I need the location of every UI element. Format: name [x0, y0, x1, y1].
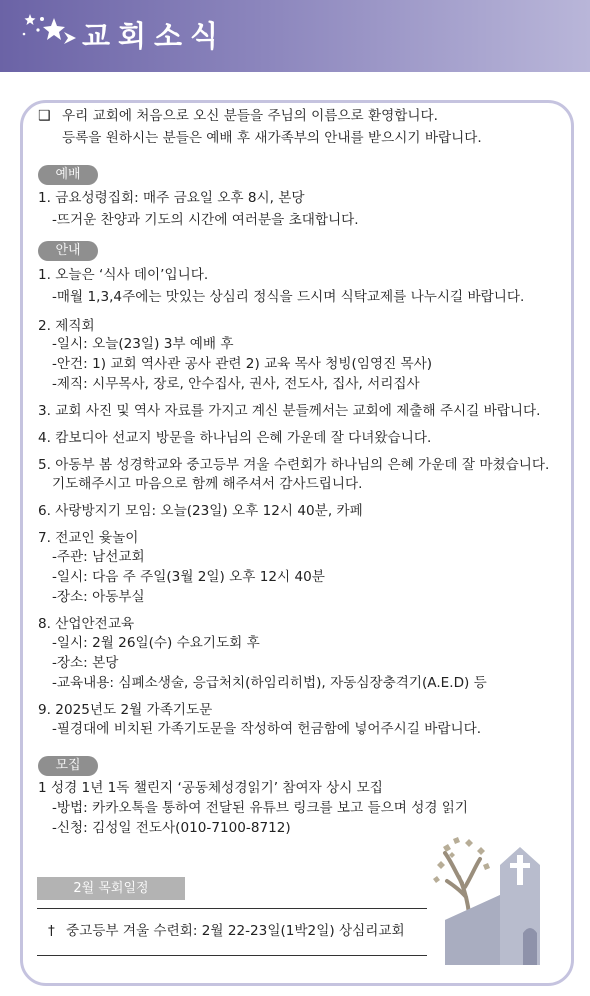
notice-item-2-detail: -제직: 시무목사, 장로, 안수집사, 권사, 전도사, 집사, 서리집사	[52, 376, 420, 392]
section-badge-notice: 안내	[38, 241, 98, 261]
page-header	[0, 0, 590, 72]
section-badge-recruit: 모집	[38, 756, 98, 776]
notice-item-1-detail: -매월 1,3,4주에는 맛있는 상심리 정식을 드시며 식탁교제를 나누시길 바랍니다.	[52, 289, 525, 305]
notice-item-1-title: 1. 오늘은 ‘식사 데이’입니다.	[38, 267, 209, 283]
recruit-detail: -방법: 카카오톡을 통하여 전달된 유튜브 링크를 보고 들으며 성경 읽기	[52, 800, 469, 816]
notice-item-6: 6. 사랑방지기 모임: 오늘(23일) 오후 12시 40분, 카페	[38, 503, 363, 519]
notice-item-8-title: 8. 산업안전교육	[38, 616, 135, 632]
notice-item-7-detail: -장소: 아동부실	[52, 589, 145, 605]
divider	[37, 955, 427, 956]
notice-item-7-detail: -주관: 남선교회	[52, 549, 145, 565]
worship-line: 1. 금요성령집회: 매주 금요일 오후 8시, 본당	[38, 190, 305, 206]
notice-item-9-detail: -필경대에 비치된 가족기도문을 작성하여 헌금함에 넣어주시길 바랍니다.	[52, 721, 482, 737]
notice-item-2-detail: -일시: 오늘(23일) 3부 예배 후	[52, 336, 234, 352]
notice-item-7-detail: -일시: 다음 주 주일(3월 2일) 오후 12시 40분	[52, 569, 325, 585]
schedule-header-bar: 2월 목회일정	[37, 877, 185, 900]
notice-item-5-detail: 기도해주시고 마음으로 함께 해주셔서 감사드립니다.	[52, 476, 363, 492]
notice-item-2-title: 2. 제직회	[38, 318, 95, 334]
notice-item-4: 4. 캄보디아 선교지 방문을 하나님의 은혜 가운데 잘 다녀왔습니다.	[38, 430, 432, 446]
intro-bullet: ❑	[38, 108, 51, 124]
sparkle-icon	[18, 10, 78, 50]
intro-line: 등록을 원하시는 분들은 예배 후 새가족부의 안내를 받으시기 바랍니다.	[62, 130, 482, 146]
divider	[37, 908, 427, 909]
notice-item-8-detail: -장소: 본당	[52, 655, 119, 671]
notice-item-7-title: 7. 전교인 윷놀이	[38, 530, 139, 546]
notice-item-8-detail: -일시: 2월 26일(수) 수요기도회 후	[52, 635, 260, 651]
schedule-item: 중고등부 겨울 수련회: 2월 22-23일(1박2일) 상심리교회	[66, 923, 405, 939]
recruit-detail: -신청: 김성일 전도사(010-7100-8712)	[52, 820, 291, 836]
cross-mark: †	[48, 923, 55, 939]
notice-item-8-detail: -교육내용: 심폐소생술, 응급처치(하임리히법), 자동심장충격기(A.E.D) 등	[52, 675, 487, 691]
notice-item-2-detail: -안건: 1) 교회 역사관 공사 관련 2) 교육 목사 청빙(임영진 목사)	[52, 356, 433, 372]
notice-item-5: 5. 아동부 봄 성경학교와 중고등부 겨울 수련회가 하나님의 은혜 가운데 잘 마쳤습니다.	[38, 457, 550, 473]
church-illustration-icon	[425, 825, 550, 965]
recruit-title: 1 성경 1년 1독 챌린지 ‘공동체성경읽기’ 참여자 상시 모집	[38, 780, 383, 796]
page-title: 교회소식	[82, 19, 227, 53]
notice-item-3: 3. 교회 사진 및 역사 자료를 가지고 계신 분들께서는 교회에 제출해 주시길 바랍니다.	[38, 403, 541, 419]
worship-line: -뜨거운 찬양과 기도의 시간에 여러분을 초대합니다.	[52, 212, 359, 228]
section-badge-worship: 예배	[38, 165, 98, 185]
notice-item-9-title: 9. 2025년도 2월 가족기도문	[38, 702, 213, 718]
intro-line: 우리 교회에 처음으로 오신 분들을 주님의 이름으로 환영합니다.	[62, 108, 438, 124]
